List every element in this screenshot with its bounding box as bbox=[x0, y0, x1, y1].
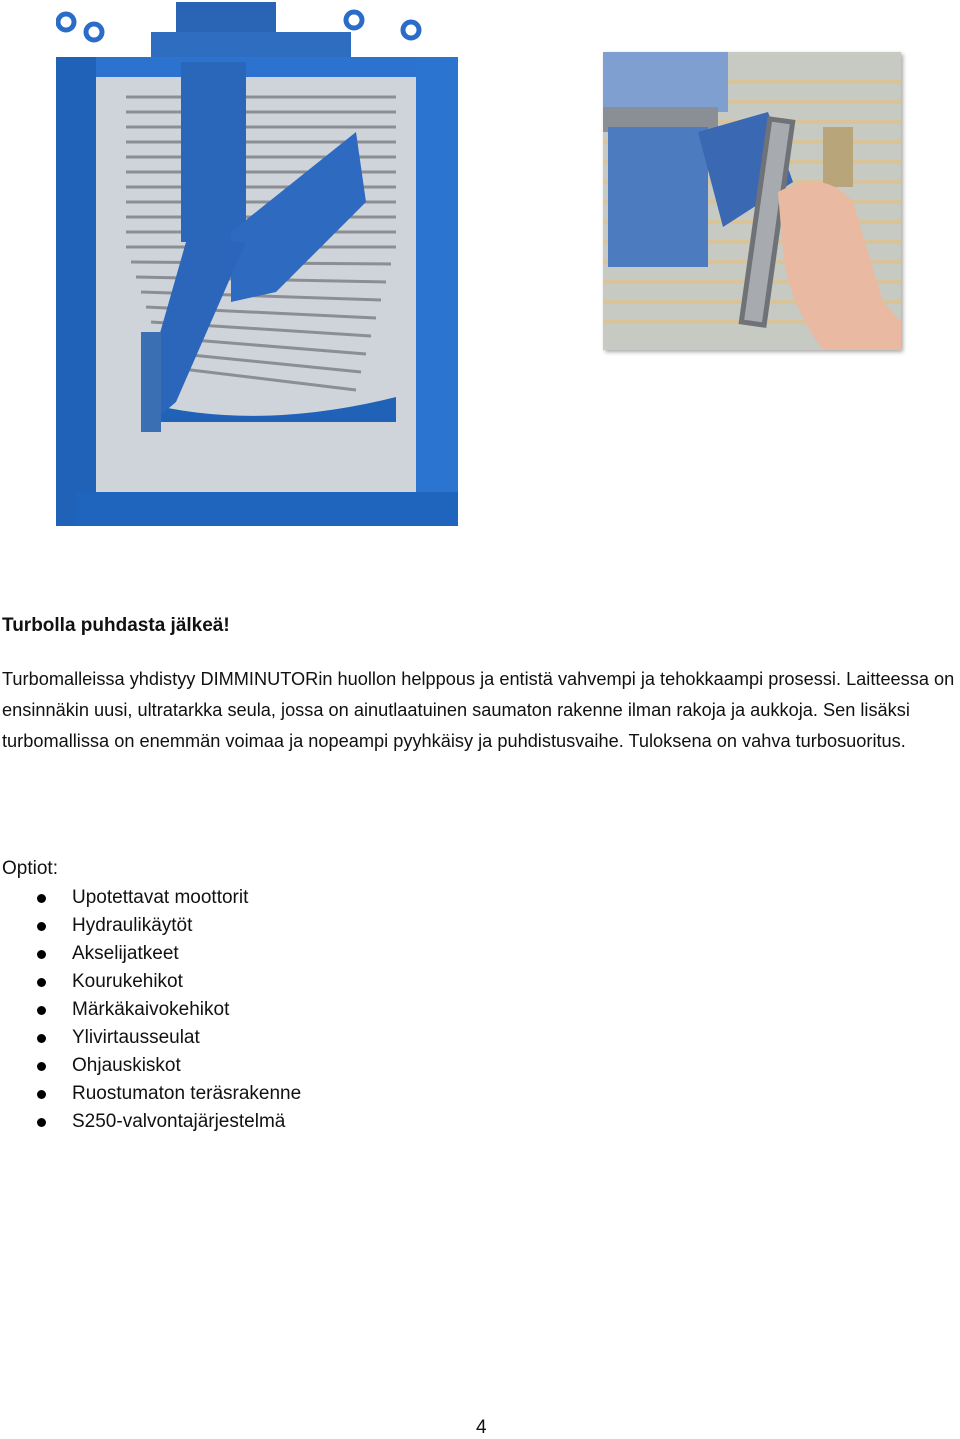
list-item: Hydraulikäytöt bbox=[0, 912, 301, 940]
bullet-icon bbox=[37, 950, 46, 959]
description-paragraph: Turbomalleissa yhdistyy DIMMINUTORin huollon helppous ja entistä vahvempi ja tehokkaampi prosessi. Laitteessa on ensinnäkin uusi, ultratarkka seula, jossa on ainutlaatuinen saumaton rakenne ilman rakoja ja aukkoja. Sen lisäksi turbomallissa on enemmän voimaa ja nopeampi pyyhkäisy ja puhdistusvaihe. Tuloksena on vahva turbosuoritus. bbox=[2, 669, 955, 751]
list-item: S250-valvontajärjestelmä bbox=[0, 1108, 301, 1136]
bullet-icon bbox=[37, 1090, 46, 1099]
list-item: Upotettavat moottorit bbox=[0, 884, 301, 912]
bullet-icon bbox=[37, 1034, 46, 1043]
list-item: Märkäkaivokehikot bbox=[0, 996, 301, 1024]
section-heading: Turbolla puhdasta jälkeä! bbox=[2, 615, 230, 636]
options-title: Optiot: bbox=[2, 858, 58, 879]
list-item: Akselijatkeet bbox=[0, 940, 301, 968]
bullet-icon bbox=[37, 1006, 46, 1015]
bullet-icon bbox=[37, 1062, 46, 1071]
list-item: Ruostumaton teräsrakenne bbox=[0, 1080, 301, 1108]
bullet-icon bbox=[37, 922, 46, 931]
list-item: Ohjauskiskot bbox=[0, 1052, 301, 1080]
list-item: Ylivirtausseulat bbox=[0, 1024, 301, 1052]
bullet-icon bbox=[37, 1118, 46, 1127]
page-number: 4 bbox=[476, 1417, 487, 1438]
bullet-icon bbox=[37, 978, 46, 987]
list-item: Kourukehikot bbox=[0, 968, 301, 996]
diminutor-machine-cutaway-image bbox=[56, 2, 458, 526]
options-list bbox=[0, 884, 301, 1136]
hand-changing-cutter-image bbox=[603, 52, 901, 350]
bullet-icon bbox=[37, 894, 46, 903]
